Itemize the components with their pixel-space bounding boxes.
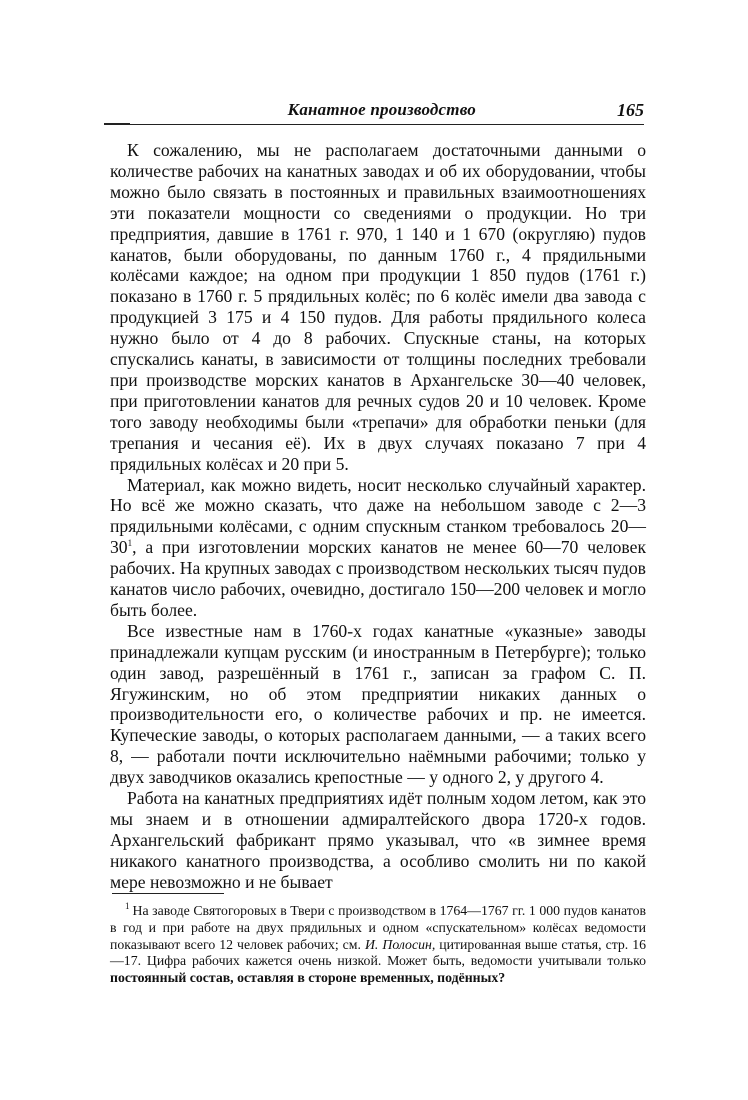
- paragraph-3: Все известные нам в 1760-х годах канатные «указные» заводы принадлежали купцам русским (и иностранным в Петербурге); только один завод, разрешённый в 1761 г., записан за графом С. П. Ягужинским, но об этом предприятии никаких данных о производительности его, о количестве рабочих и пр. не имеется. Купеческие заводы, о которых располагаем данными, — а таких всего 8, — работали почти исключительно наёмными рабочими; только у двух заводчиков оказались крепостные — у одного 2, у другого 4.: [110, 620, 646, 788]
- footnote-mark: 1: [125, 901, 130, 912]
- footnote-text-a: На заводе Святогоровых в Твери с производством в 1764—1767 гг. 1 000 пудов канатов в год и при работе на двух прядильных и одном «спускательном» колёсах ведомости показывают всего 12 человек рабочих; см.: [110, 903, 646, 952]
- footnote-rule: [112, 893, 224, 894]
- footnote-text-b: цитированная выше статья, стр. 16—17. Цифра рабочих кажется очень низкой. Может быть, ведомости учитывали только: [110, 936, 647, 969]
- paragraph-2: [110, 475, 646, 621]
- footnotes: [110, 903, 646, 987]
- footnote-reference: 1: [127, 538, 133, 549]
- header-rule-accent: [104, 123, 130, 125]
- footnote-author: И. Полосин,: [364, 936, 436, 952]
- header-rule: [118, 124, 644, 125]
- page-number: 165: [617, 100, 644, 120]
- footnote-text-bold: постоянный состав, оставляя в стороне временных, подённых?: [110, 970, 506, 986]
- paragraph-2-text-a: Материал, как можно видеть, носит несколько случайный характер. Но всё же можно сказать, что даже на небольшом заводе с 2—3 прядильными колёсами, с одним спускным станком требовалось 20—30: [110, 474, 646, 558]
- body-text: [110, 140, 646, 893]
- footnote-1: [110, 903, 646, 987]
- paragraph-2-text-b: , а при изготовлении морских канатов не менее 60—70 человек рабочих. На крупных заводах с производством нескольких тысяч пудов канатов число рабочих, очевидно, достигало 150—200 человек и могло быть более.: [110, 537, 646, 620]
- paragraph-4: Работа на канатных предприятиях идёт полным ходом летом, как это мы знаем и в отношении адмиралтейского двора 1720-х годов. Архангельский фабрикант прямо указывал, что «в зимнее время никакого канатного производства, а особливо смолить ни по какой мере невозможно и не бывает: [110, 788, 646, 892]
- running-head: [118, 100, 644, 124]
- running-title: Канатное производство: [287, 100, 476, 119]
- paragraph-1: К сожалению, мы не располагаем достаточными данными о количестве рабочих на канатных заводах и об их оборудовании, чтобы можно было связать в постоянных и правильных взаимоотношениях эти показатели мощности со сведениями о продукции. Но три предприятия, давшие в 1761 г. 970, 1 140 и 1 670 (округляю) пудов канатов, были оборудованы, по данным 1760 г., 4 прядильными колёсами каждое; на одном при продукции 1 850 пудов (1761 г.) показано в 1760 г. 5 прядильных колёс; по 6 колёс имели два завода с продукцией 3 175 и 4 150 пудов. Для работы прядильного колеса нужно было от 4 до 8 рабочих. Спускные станы, на которых спускались канаты, в зависимости от толщины последних требовали при производстве морских канатов в Архангельске 30—40 человек, при приготовлении канатов для речных судов 20 и 10 человек. Кроме того заводу необходимы были «трепачи» для обработки пеньки (для трепания и чесания её). Их в двух случаях показано 7 при 4 прядильных колёсах и 20 при 5.: [110, 140, 646, 474]
